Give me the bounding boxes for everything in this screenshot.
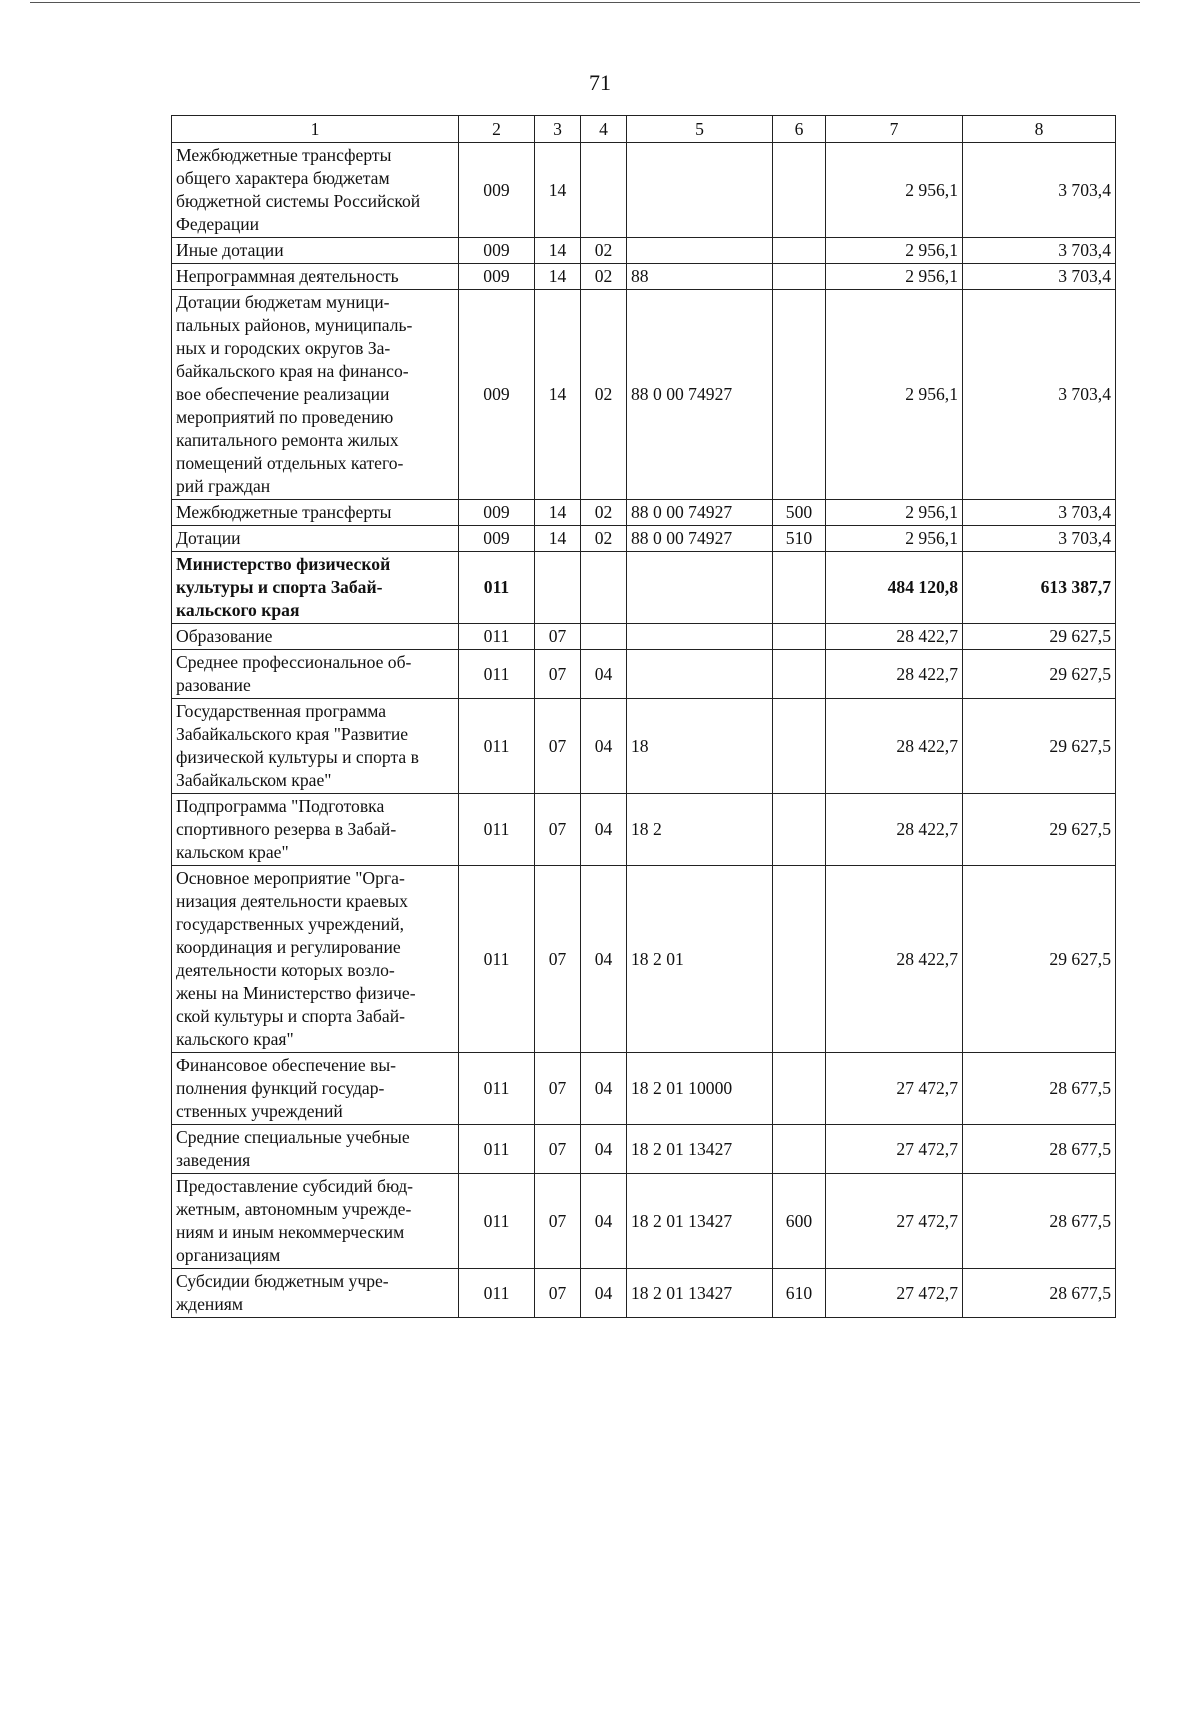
row-subsection-cell: 04 [581, 1125, 627, 1174]
table-row [172, 1269, 1116, 1318]
row-value-2-cell: 28 677,5 [963, 1125, 1116, 1174]
row-subsection-cell: 04 [581, 650, 627, 699]
row-admin-code-cell: 011 [459, 1174, 535, 1269]
row-target-code-cell: 18 2 01 [627, 866, 773, 1053]
row-value-1-cell: 2 956,1 [826, 500, 963, 526]
row-value-1-cell: 27 472,7 [826, 1053, 963, 1125]
row-value-1-cell: 2 956,1 [826, 238, 963, 264]
row-target-code-cell: 18 2 01 13427 [627, 1174, 773, 1269]
table-row [172, 526, 1116, 552]
table-row [172, 500, 1116, 526]
row-section-cell: 07 [535, 866, 581, 1053]
row-value-1-cell: 28 422,7 [826, 699, 963, 794]
row-name-cell: Дотации [172, 526, 459, 552]
row-name-cell: Подпрограмма "Подготовка спортивного резерва в Забай- кальском крае" [172, 794, 459, 866]
row-section-cell: 07 [535, 1269, 581, 1318]
page-top-rule [30, 2, 1140, 3]
row-value-2-cell: 3 703,4 [963, 526, 1116, 552]
row-subsection-cell: 02 [581, 264, 627, 290]
row-subsection-cell: 04 [581, 794, 627, 866]
header-cell-admin: 2 [459, 116, 535, 143]
row-subsection-cell: 04 [581, 699, 627, 794]
row-subsection-cell [581, 552, 627, 624]
row-section-cell: 07 [535, 1053, 581, 1125]
row-name-cell: Непрограммная деятельность [172, 264, 459, 290]
header-cell-value-2: 8 [963, 116, 1116, 143]
row-subsection-cell: 04 [581, 866, 627, 1053]
row-value-1-cell: 28 422,7 [826, 794, 963, 866]
row-expense-type-cell [773, 699, 826, 794]
row-name-cell: Предоставление субсидий бюд- жетным, автономным учрежде- ниям и иным некоммерческим организациям [172, 1174, 459, 1269]
row-value-2-cell: 29 627,5 [963, 794, 1116, 866]
row-target-code-cell: 88 0 00 74927 [627, 290, 773, 500]
row-section-cell: 14 [535, 500, 581, 526]
row-section-cell: 07 [535, 794, 581, 866]
row-section-cell: 07 [535, 1125, 581, 1174]
row-expense-type-cell [773, 866, 826, 1053]
row-value-1-cell: 2 956,1 [826, 526, 963, 552]
header-cell-subsection: 4 [581, 116, 627, 143]
row-section-cell: 07 [535, 624, 581, 650]
budget-table-body [172, 116, 1116, 1318]
table-row [172, 699, 1116, 794]
row-expense-type-cell: 510 [773, 526, 826, 552]
row-value-2-cell: 29 627,5 [963, 699, 1116, 794]
row-value-2-cell: 3 703,4 [963, 500, 1116, 526]
row-expense-type-cell [773, 794, 826, 866]
row-section-cell: 07 [535, 1174, 581, 1269]
row-subsection-cell: 04 [581, 1174, 627, 1269]
row-expense-type-cell [773, 1125, 826, 1174]
row-expense-type-cell: 610 [773, 1269, 826, 1318]
row-admin-code-cell: 009 [459, 238, 535, 264]
row-admin-code-cell: 011 [459, 650, 535, 699]
budget-table [171, 115, 1116, 1318]
row-value-2-cell: 29 627,5 [963, 866, 1116, 1053]
row-name-cell: Субсидии бюджетным учре- ждениям [172, 1269, 459, 1318]
row-target-code-cell [627, 143, 773, 238]
row-name-cell: Дотации бюджетам муници- пальных районов, муниципаль- ных и городских округов За- байкальского края на финансо- вое обеспечение реализации мероприятий по проведению капитального ремонта жилых помещений отдельных катего- рий граждан [172, 290, 459, 500]
header-cell-section: 3 [535, 116, 581, 143]
row-target-code-cell [627, 650, 773, 699]
row-value-2-cell: 613 387,7 [963, 552, 1116, 624]
row-target-code-cell: 18 [627, 699, 773, 794]
table-row [172, 624, 1116, 650]
row-name-cell: Среднее профессиональное об- разование [172, 650, 459, 699]
row-admin-code-cell: 011 [459, 794, 535, 866]
row-expense-type-cell [773, 143, 826, 238]
row-expense-type-cell [773, 650, 826, 699]
row-subsection-cell [581, 624, 627, 650]
row-target-code-cell [627, 624, 773, 650]
row-value-1-cell: 27 472,7 [826, 1125, 963, 1174]
row-section-cell: 14 [535, 290, 581, 500]
row-admin-code-cell: 009 [459, 143, 535, 238]
row-value-1-cell: 27 472,7 [826, 1269, 963, 1318]
row-value-1-cell: 2 956,1 [826, 290, 963, 500]
row-expense-type-cell [773, 624, 826, 650]
row-section-cell: 14 [535, 526, 581, 552]
row-admin-code-cell: 011 [459, 866, 535, 1053]
row-subsection-cell: 04 [581, 1269, 627, 1318]
row-admin-code-cell: 011 [459, 624, 535, 650]
row-admin-code-cell: 011 [459, 699, 535, 794]
row-value-1-cell: 484 120,8 [826, 552, 963, 624]
row-subsection-cell [581, 143, 627, 238]
row-target-code-cell: 88 0 00 74927 [627, 526, 773, 552]
row-admin-code-cell: 011 [459, 552, 535, 624]
row-section-cell: 14 [535, 143, 581, 238]
row-value-2-cell: 28 677,5 [963, 1053, 1116, 1125]
row-subsection-cell: 02 [581, 526, 627, 552]
row-name-cell: Межбюджетные трансферты общего характера бюджетам бюджетной системы Российской Федерации [172, 143, 459, 238]
row-expense-type-cell: 600 [773, 1174, 826, 1269]
row-admin-code-cell: 011 [459, 1125, 535, 1174]
row-value-2-cell: 29 627,5 [963, 650, 1116, 699]
header-cell-name: 1 [172, 116, 459, 143]
row-admin-code-cell: 011 [459, 1269, 535, 1318]
row-name-cell: Межбюджетные трансферты [172, 500, 459, 526]
row-section-cell: 14 [535, 264, 581, 290]
row-admin-code-cell: 009 [459, 526, 535, 552]
row-name-cell: Министерство физической культуры и спорта Забай- кальского края [172, 552, 459, 624]
row-admin-code-cell: 009 [459, 264, 535, 290]
header-cell-value-1: 7 [826, 116, 963, 143]
row-admin-code-cell: 009 [459, 500, 535, 526]
row-section-cell: 07 [535, 699, 581, 794]
row-value-2-cell: 3 703,4 [963, 290, 1116, 500]
row-value-1-cell: 28 422,7 [826, 624, 963, 650]
row-target-code-cell: 18 2 [627, 794, 773, 866]
row-name-cell: Средние специальные учебные заведения [172, 1125, 459, 1174]
row-name-cell: Образование [172, 624, 459, 650]
table-row [172, 238, 1116, 264]
row-value-2-cell: 28 677,5 [963, 1269, 1116, 1318]
row-value-1-cell: 28 422,7 [826, 866, 963, 1053]
table-row [172, 794, 1116, 866]
table-row [172, 143, 1116, 238]
row-value-2-cell: 29 627,5 [963, 624, 1116, 650]
row-value-1-cell: 27 472,7 [826, 1174, 963, 1269]
row-target-code-cell [627, 552, 773, 624]
table-row [172, 552, 1116, 624]
row-expense-type-cell [773, 264, 826, 290]
row-name-cell: Финансовое обеспечение вы- полнения функций государ- ственных учреждений [172, 1053, 459, 1125]
header-cell-type: 6 [773, 116, 826, 143]
row-expense-type-cell [773, 552, 826, 624]
row-admin-code-cell: 011 [459, 1053, 535, 1125]
row-target-code-cell: 88 0 00 74927 [627, 500, 773, 526]
row-target-code-cell [627, 238, 773, 264]
row-target-code-cell: 18 2 01 13427 [627, 1269, 773, 1318]
row-admin-code-cell: 009 [459, 290, 535, 500]
row-subsection-cell: 04 [581, 1053, 627, 1125]
row-name-cell: Государственная программа Забайкальского края "Развитие физической культуры и спорта в Забайкальском крае" [172, 699, 459, 794]
row-expense-type-cell: 500 [773, 500, 826, 526]
row-section-cell [535, 552, 581, 624]
row-expense-type-cell [773, 1053, 826, 1125]
row-value-1-cell: 2 956,1 [826, 143, 963, 238]
row-expense-type-cell [773, 238, 826, 264]
page-number: 71 [589, 70, 611, 95]
row-subsection-cell: 02 [581, 238, 627, 264]
row-section-cell: 07 [535, 650, 581, 699]
row-name-cell: Основное мероприятие "Орга- низация деятельности краевых государственных учреждений, координация и регулирование деятельности которых возло- жены на Министерство физиче- ской культуры и спорта Забай- кальского края" [172, 866, 459, 1053]
table-row [172, 650, 1116, 699]
table-row [172, 264, 1116, 290]
row-target-code-cell: 88 [627, 264, 773, 290]
row-subsection-cell: 02 [581, 500, 627, 526]
table-row [172, 866, 1116, 1053]
row-value-1-cell: 2 956,1 [826, 264, 963, 290]
row-value-1-cell: 28 422,7 [826, 650, 963, 699]
table-row [172, 1174, 1116, 1269]
header-cell-target: 5 [627, 116, 773, 143]
row-value-2-cell: 3 703,4 [963, 264, 1116, 290]
row-value-2-cell: 3 703,4 [963, 143, 1116, 238]
row-target-code-cell: 18 2 01 10000 [627, 1053, 773, 1125]
table-row [172, 290, 1116, 500]
row-value-2-cell: 3 703,4 [963, 238, 1116, 264]
row-section-cell: 14 [535, 238, 581, 264]
table-row [172, 1125, 1116, 1174]
table-row [172, 1053, 1116, 1125]
row-name-cell: Иные дотации [172, 238, 459, 264]
row-target-code-cell: 18 2 01 13427 [627, 1125, 773, 1174]
row-expense-type-cell [773, 290, 826, 500]
row-value-2-cell: 28 677,5 [963, 1174, 1116, 1269]
row-subsection-cell: 02 [581, 290, 627, 500]
table-header-row [172, 116, 1116, 143]
